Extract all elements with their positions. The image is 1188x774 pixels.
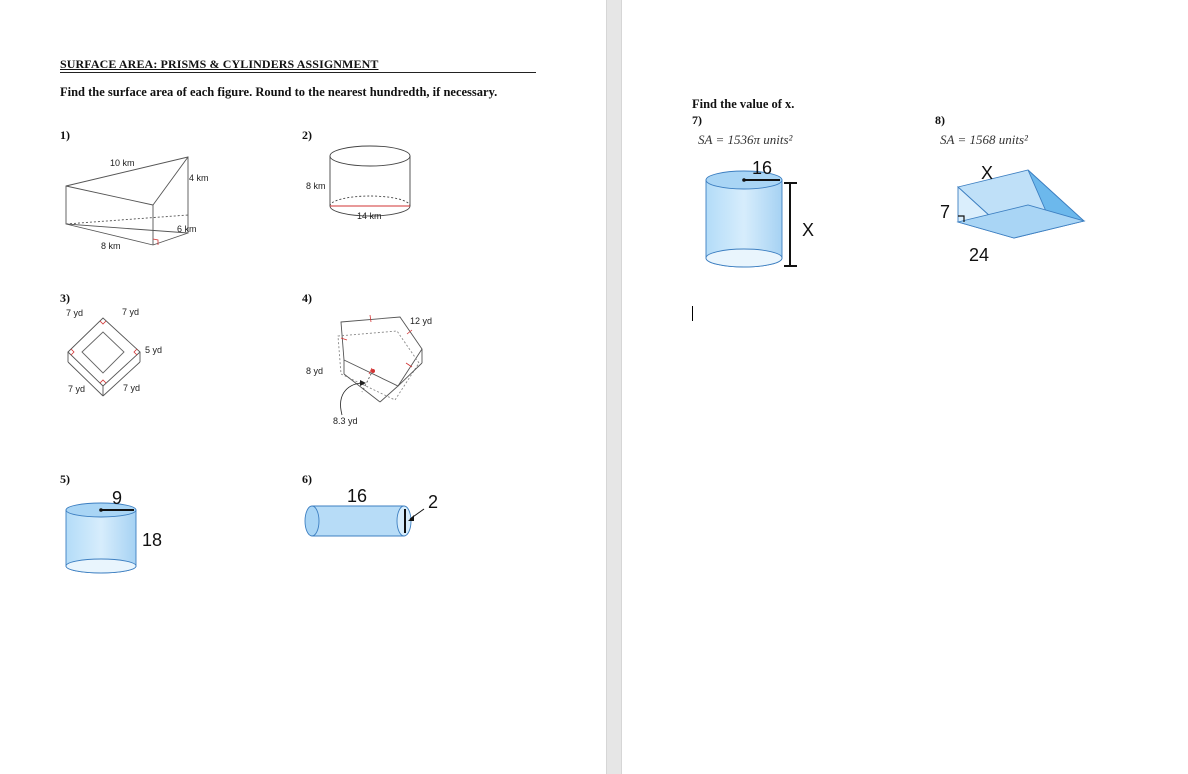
fig3-label-top-right: 7 yd <box>122 307 140 317</box>
problem-4-number: 4) <box>302 291 312 305</box>
fig3-label-bottom-right: 7 yd <box>123 383 141 393</box>
fig5-label-radius: 9 <box>112 488 123 508</box>
fig7-label-x: X <box>802 220 815 240</box>
figure-8-triangular-prism <box>622 0 1188 300</box>
problem-8-surface-area: SA = 1568 units² <box>940 132 1028 147</box>
fig1-label-6km: 6 km <box>177 224 197 234</box>
fig4-label-side: 12 yd <box>410 316 433 326</box>
page-gutter <box>606 0 622 774</box>
fig4-label-apothem: 8.3 yd <box>333 416 358 426</box>
fig3-label-bottom-left: 7 yd <box>68 384 86 394</box>
problem-7-surface-area: SA = 1536π units² <box>698 132 793 147</box>
problem-3-number: 3) <box>60 291 70 305</box>
fig8-label-7: 7 <box>940 202 951 222</box>
fig8-label-x: X <box>981 163 994 183</box>
problem-7-number: 7) <box>692 113 702 127</box>
problem-1-number: 1) <box>60 128 70 142</box>
instructions: Find the surface area of each figure. Round to the nearest hundredth, if necessary. <box>60 85 498 99</box>
assignment-title: SURFACE AREA: PRISMS & CYLINDERS ASSIGNMENT <box>60 57 379 71</box>
fig4-label-height: 8 yd <box>306 366 324 376</box>
fig8-label-24: 24 <box>969 245 990 265</box>
fig7-label-radius: 16 <box>752 158 773 178</box>
problem-5-number: 5) <box>60 472 70 486</box>
problem-8-number: 8) <box>935 113 945 127</box>
fig5-label-height: 18 <box>142 530 163 550</box>
fig1-label-10km: 10 km <box>110 158 135 168</box>
figure-6-horizontal-cylinder <box>0 0 606 600</box>
fig2-label-height: 8 km <box>306 181 326 191</box>
fig3-label-height: 5 yd <box>145 345 163 355</box>
fig6-label-radius: 2 <box>428 492 439 512</box>
fig1-label-4km: 4 km <box>189 173 209 183</box>
fig2-label-diameter: 14 km <box>357 211 382 221</box>
fig6-label-length: 16 <box>347 486 368 506</box>
text-cursor[interactable] <box>692 306 693 321</box>
fig3-label-top-left: 7 yd <box>66 308 84 318</box>
right-heading: Find the value of x. <box>692 97 795 111</box>
fig1-label-8km: 8 km <box>101 241 121 251</box>
problem-2-number: 2) <box>302 128 312 142</box>
problem-6-number: 6) <box>302 472 312 486</box>
